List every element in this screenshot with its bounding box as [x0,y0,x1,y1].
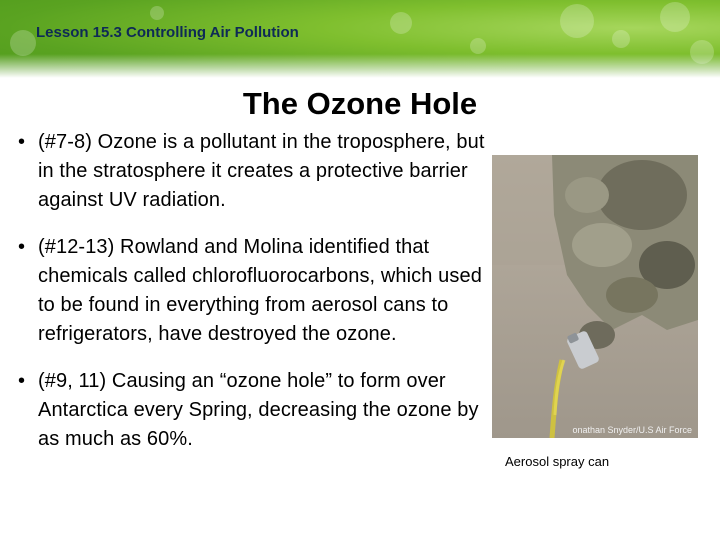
photo-illustration [492,155,698,438]
decorative-bubble [612,30,630,48]
aerosol-spray-can-photo [492,155,698,438]
decorative-bubble [10,30,36,56]
bullet-item [18,128,500,215]
image-caption: Aerosol spray can [505,454,610,469]
decorative-bubble [690,40,714,64]
bullet-marker: • [18,370,26,392]
lesson-title: Lesson 15.3 Controlling Air Pollution [36,24,299,41]
bullet-marker: • [18,236,26,258]
bullet-list [18,128,500,472]
bullet-text: (#9, 11) Causing an “ozone hole” to form over Antarctica every Spring, decreasing the ozone by as much as 60%. [38,370,479,450]
bullet-text: (#7-8) Ozone is a pollutant in the troposphere, but in the stratosphere it creates a protective barrier against UV radiation. [38,131,485,211]
photo-credit: onathan Snyder/U.S Air Force [572,425,692,435]
bullet-marker: • [18,131,26,153]
decorative-bubble [390,12,412,34]
bullet-item [18,233,500,349]
bullet-item [18,367,500,454]
decorative-bubble [660,2,690,32]
slide-title: The Ozone Hole [242,86,478,121]
decorative-bubble [470,38,486,54]
decorative-bubble [150,6,164,20]
decorative-bubble [560,4,594,38]
bullet-text: (#12-13) Rowland and Molina identified that chemicals called chlorofluorocarbons, which used to be found in everything from aerosol cans to refrigerators, have destroyed the ozone. [38,236,482,345]
